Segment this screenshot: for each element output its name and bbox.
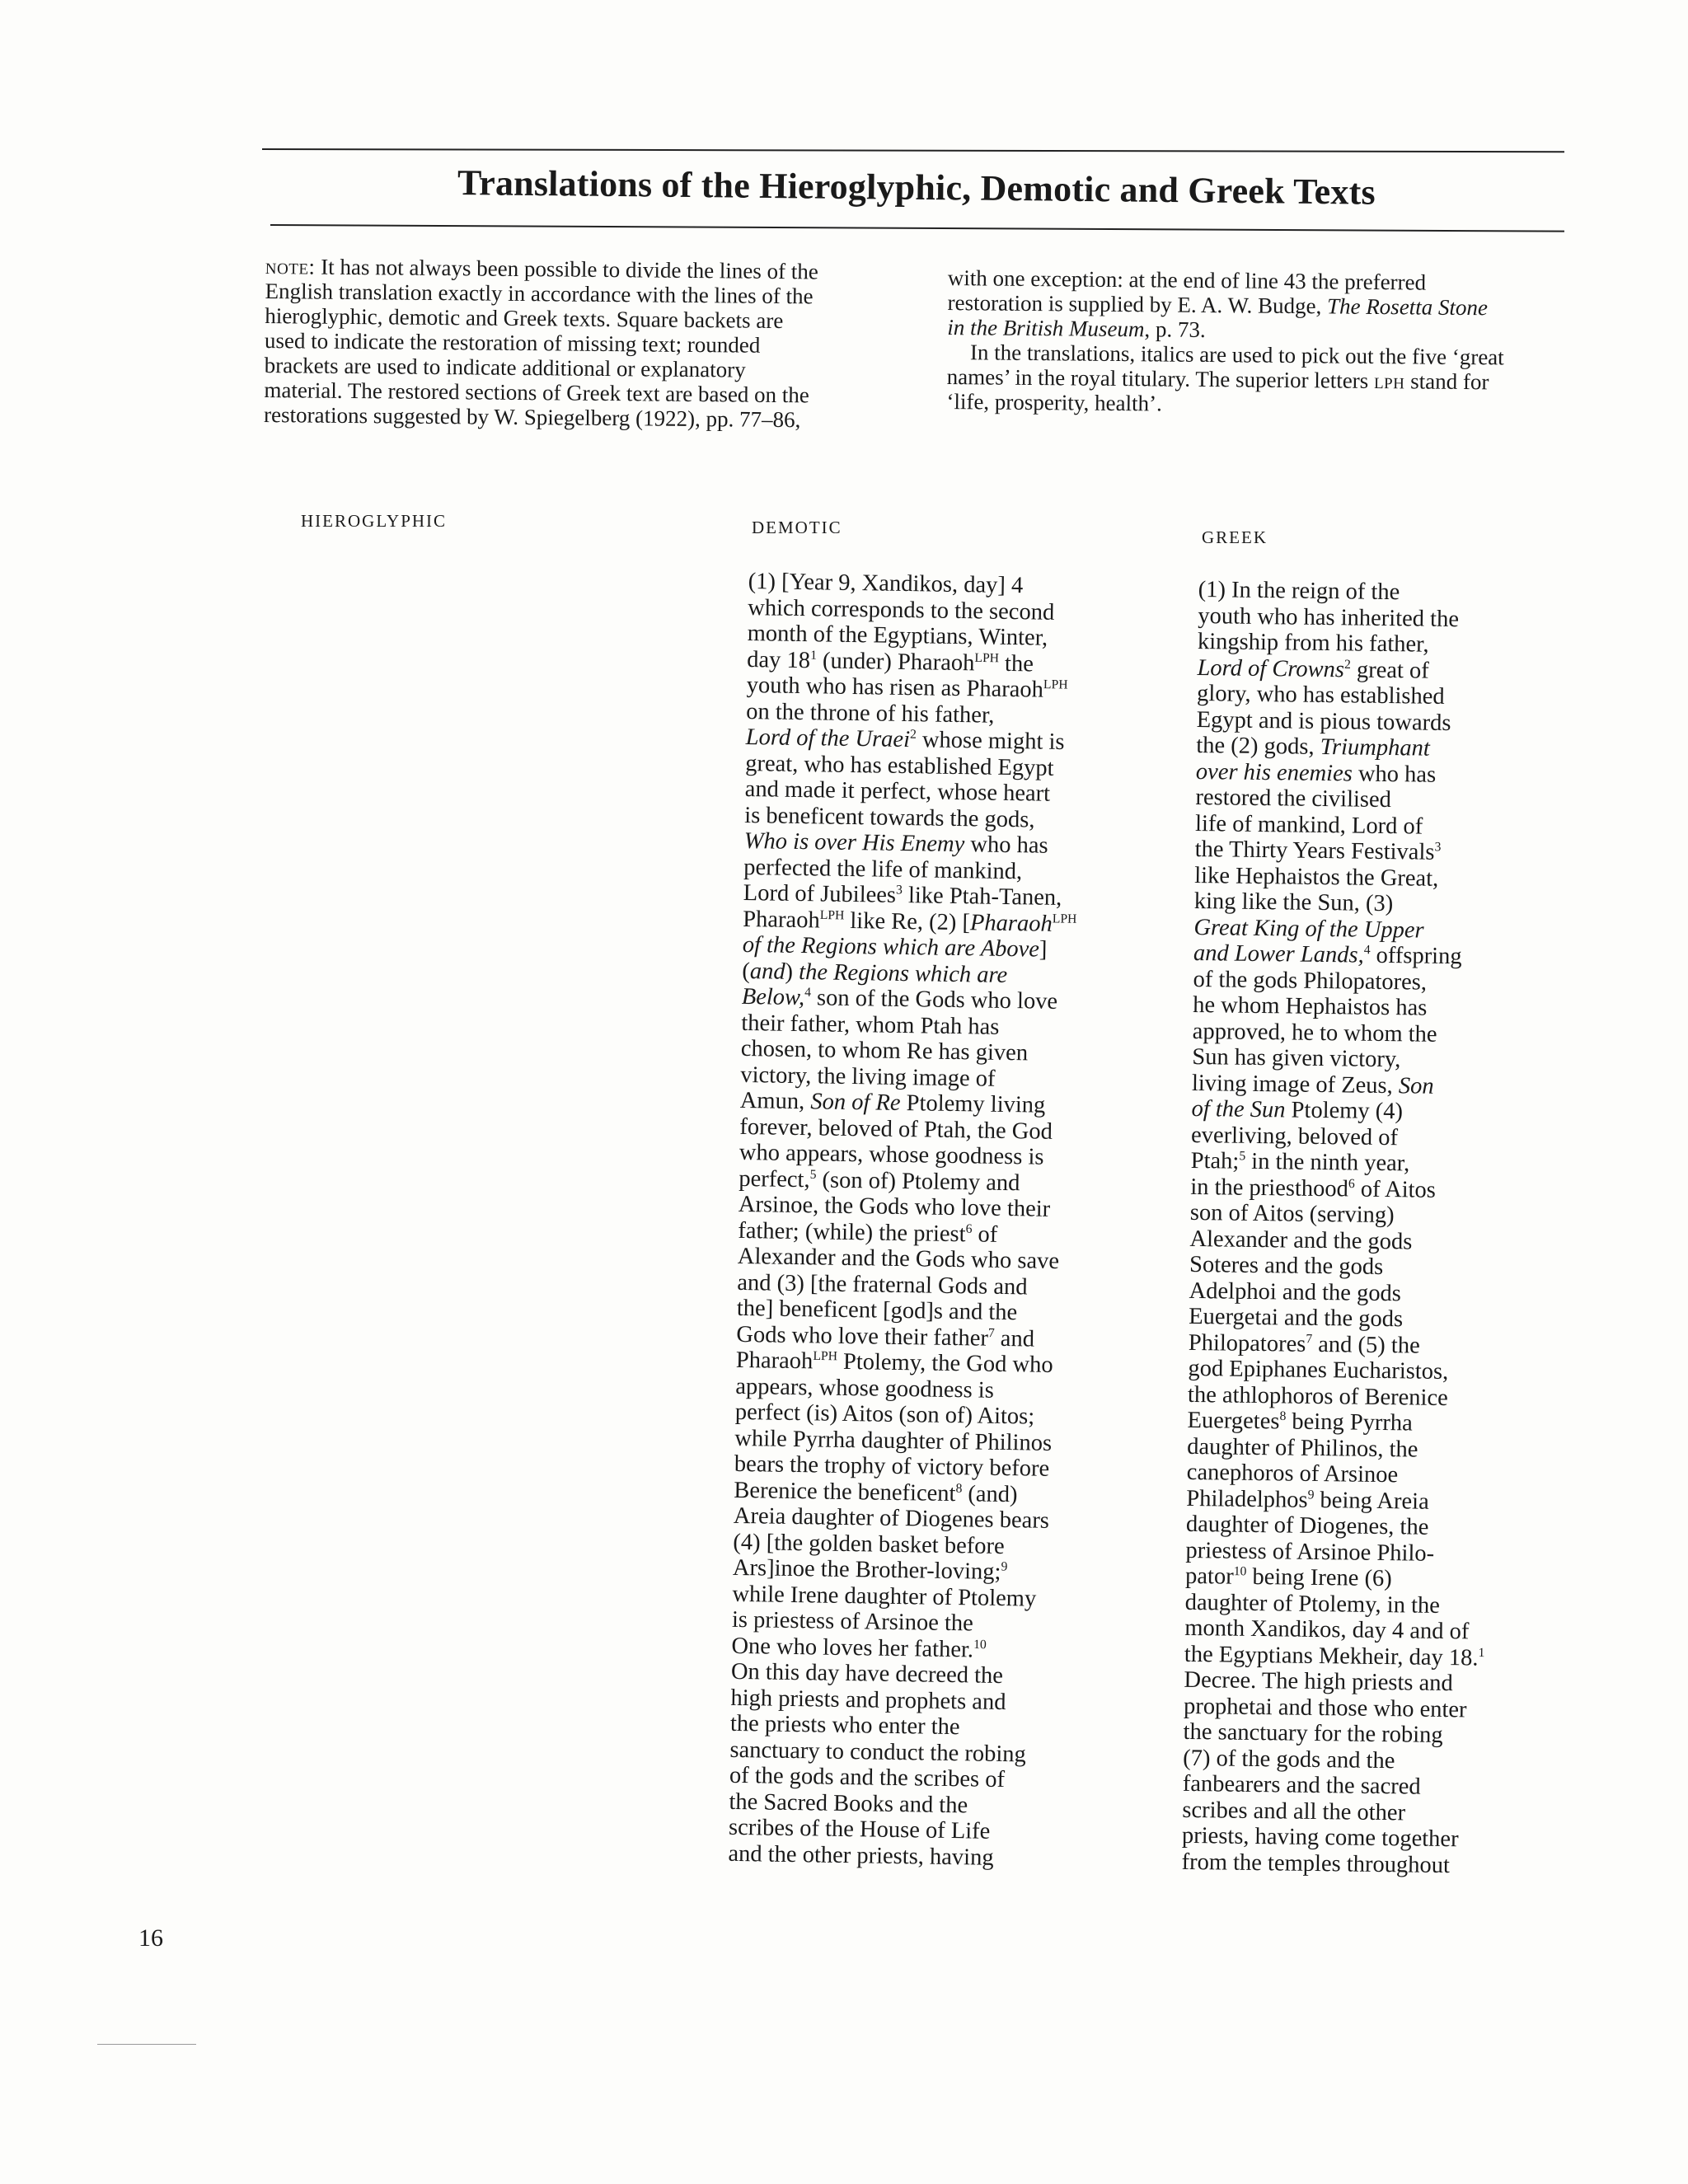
text-line: Lord of the Uraei$^2$ whose might is xyxy=(745,724,1065,756)
footnote-ref: 6 xyxy=(1348,1176,1355,1191)
text-line: On this day have decreed the xyxy=(730,1658,1004,1690)
text-line: priests, having come together xyxy=(1181,1822,1459,1853)
text-line: Soteres and the gods xyxy=(1189,1251,1384,1281)
text-line: priestess of Arsinoe Philo- xyxy=(1185,1537,1435,1567)
text-line: Decree. The high priests and xyxy=(1184,1666,1453,1697)
text-line: king like the Sun, (3) xyxy=(1193,888,1394,917)
text-line: Sun has given victory, xyxy=(1192,1043,1401,1073)
italic-text: The Rosetta Stone xyxy=(1326,293,1489,321)
footnote-ref: 7 xyxy=(1306,1331,1313,1346)
text-line: approved, he to whom the xyxy=(1192,1018,1437,1047)
text-line: of the Regions which are Above] xyxy=(742,931,1048,963)
lph-superscript: LPH xyxy=(819,907,845,922)
footnote-ref: 10 xyxy=(1233,1564,1247,1579)
text-line: while Irene daughter of Ptolemy xyxy=(732,1581,1037,1612)
italic-text: in the British Museum xyxy=(947,314,1145,342)
title-underline-rule xyxy=(270,224,1564,232)
text-line: in the priesthood$^6$ of Aitos xyxy=(1190,1174,1437,1203)
text-line: of the Sun Ptolemy (4) xyxy=(1191,1095,1404,1125)
text-line: from the temples throughout xyxy=(1181,1849,1451,1878)
text-line: Lord of Jubilees$^3$ like Ptah-Tanen, xyxy=(743,879,1062,912)
footnote-ref: 9 xyxy=(1307,1487,1315,1502)
text-line: (and) the Regions which are xyxy=(742,958,1008,988)
text-line: Philopatores$^7$ and (5) the xyxy=(1188,1329,1420,1359)
text-line: Alexander and the Gods who save xyxy=(737,1243,1060,1275)
text-line: daughter of Ptolemy, in the xyxy=(1184,1589,1441,1619)
footnote-ref: 8 xyxy=(955,1481,963,1496)
text-line: (1) [Year 9, Xandikos, day] 4 xyxy=(748,569,1024,599)
text-line: Pharaoh$^{LPH}$ Ptolemy, the God who xyxy=(735,1347,1053,1378)
column-heading-demotic: DEMOTIC xyxy=(752,518,842,537)
footnote-ref: 3 xyxy=(895,883,903,898)
text-line: Philadelphos$^9$ being Areia xyxy=(1186,1485,1429,1515)
page-title: Translations of the Hieroglyphic, Demotic and Greek Texts xyxy=(457,162,1376,213)
footnote-ref: 4 xyxy=(1363,943,1371,958)
text-line: fanbearers and the sacred xyxy=(1182,1770,1421,1800)
text-line: Arsinoe, the Gods who love their xyxy=(738,1191,1051,1222)
text-line: on the throne of his father, xyxy=(746,698,995,729)
text-line: pator$^{10}$ being Irene (6) xyxy=(1184,1563,1392,1592)
footnote-ref: 3 xyxy=(1434,840,1442,855)
text-line: Amun, Son of Re Ptolemy living xyxy=(739,1087,1046,1118)
note-line: used to indicate the restoration of missing text; rounded xyxy=(264,327,761,358)
lph-superscript: LPH xyxy=(1052,911,1077,926)
text-line: scribes and all the other xyxy=(1182,1797,1406,1825)
text-line: perfect,$^5$ (son of) Ptolemy and xyxy=(738,1165,1020,1196)
text-line: Berenice the beneficent$^8$ (and) xyxy=(734,1477,1018,1507)
note-line: ‘life, prosperity, health’. xyxy=(946,388,1162,416)
text-line: great, who has established Egypt xyxy=(745,750,1054,781)
text-line: Gods who love their father$^7$ and xyxy=(736,1321,1035,1352)
text-line: the priests who enter the xyxy=(729,1710,960,1741)
note-label: note: xyxy=(265,254,316,279)
note-line: English translation exactly in accordance with the lines of the xyxy=(265,278,814,309)
footnote-ref: 4 xyxy=(804,985,812,1000)
footnote-ref: 1 xyxy=(810,648,818,663)
note-left-column xyxy=(264,254,892,433)
text-line: which corresponds to the second xyxy=(748,594,1055,626)
lph-superscript: LPH xyxy=(974,650,1000,665)
note-line: restorations suggested by W. Spiegelberg (1922), pp. 77–86, xyxy=(263,401,801,433)
text-line: Great King of the Upper xyxy=(1193,914,1424,944)
text-line: the athlophoros of Berenice xyxy=(1187,1381,1448,1411)
text-line: One who loves her father.$^{10}$ xyxy=(731,1633,987,1662)
text-line: Euergetai and the gods xyxy=(1189,1303,1404,1333)
text-line: forever, beloved of Ptah, the God xyxy=(739,1113,1053,1145)
text-line: daughter of Philinos, the xyxy=(1186,1433,1418,1463)
text-line: prophetai and those who enter xyxy=(1183,1693,1467,1722)
footnote-ref: 1 xyxy=(1478,1645,1485,1660)
top-rule xyxy=(262,148,1564,152)
text-line: is beneficent towards the gods, xyxy=(744,802,1035,832)
text-line: youth who has risen as Pharaoh$^{LPH}$ xyxy=(746,672,1068,703)
footnote-ref: 5 xyxy=(1239,1149,1246,1164)
note-line: In the translations, italics are used to pick out the five ‘great xyxy=(969,340,1504,370)
text-line: the Thirty Years Festivals$^3$ xyxy=(1194,836,1442,865)
text-line: father; (while) the priest$^6$ of xyxy=(738,1217,998,1248)
note-line: restoration is supplied by E. A. W. Budge, The Rosetta Stone xyxy=(947,289,1489,321)
scan-mark xyxy=(97,2044,196,2045)
lph-superscript: LPH xyxy=(1043,677,1068,692)
text-line: (4) [the golden basket before xyxy=(733,1529,1005,1559)
text-line: Pharaoh$^{LPH}$ like Re, (2) [Pharaoh$^{LPH}$ xyxy=(743,906,1077,937)
text-line: canephoros of Arsinoe xyxy=(1186,1459,1399,1488)
text-line: perfect (is) Aitos (son of) Aitos; xyxy=(734,1399,1035,1430)
footnote-ref: 6 xyxy=(965,1221,973,1236)
text-line: life of mankind, Lord of xyxy=(1194,810,1423,840)
text-line: month of the Egyptians, Winter, xyxy=(747,620,1048,651)
text-line: victory, the living image of xyxy=(740,1062,996,1092)
text-line: (7) of the gods and the xyxy=(1183,1745,1395,1774)
text-line: like Hephaistos the Great, xyxy=(1194,862,1439,892)
text-line: Euergetes$^8$ being Pyrrha xyxy=(1187,1407,1414,1436)
footnote-ref: 5 xyxy=(809,1167,817,1182)
note-line: in the British Museum, p. 73. xyxy=(947,314,1206,343)
footnote-ref: 8 xyxy=(1279,1408,1287,1423)
text-line: daughter of Diogenes, the xyxy=(1185,1511,1429,1540)
note-line: It has not always been possible to divide the lines of the xyxy=(321,254,819,284)
text-line: and the other priests, having xyxy=(728,1840,994,1871)
footnote-ref: 2 xyxy=(909,727,917,742)
footnote-ref: 2 xyxy=(1343,657,1352,672)
text-line: and made it perfect, whose heart xyxy=(744,776,1051,807)
text-line: is priestess of Arsinoe the xyxy=(731,1606,974,1637)
text-line: the Egyptians Mekheir, day 18.$^1$ xyxy=(1184,1641,1485,1671)
text-line: Egypt and is pious towards xyxy=(1196,706,1451,736)
footnote-ref: 9 xyxy=(1001,1559,1008,1574)
text-line: sanctuary to conduct the robing xyxy=(729,1736,1027,1767)
text-line: bears the trophy of victory before xyxy=(734,1451,1050,1482)
text-line: restored the civilised xyxy=(1195,784,1392,813)
text-line: scribes of the House of Life xyxy=(728,1814,991,1844)
demotic-translation-column xyxy=(728,569,1082,1872)
text-line: Ars]inoe the Brother-loving;$^9$ xyxy=(732,1554,1008,1585)
text-line: living image of Zeus, Son xyxy=(1191,1070,1434,1099)
text-line: day $18^1$ (under) Pharaoh$^{LPH}$ the xyxy=(747,646,1034,677)
column-heading-greek: GREEK xyxy=(1202,527,1268,547)
text-line: kingship from his father, xyxy=(1197,628,1429,658)
text-line: (1) In the reign of the xyxy=(1198,577,1400,606)
text-line: he whom Hephaistos has xyxy=(1192,991,1428,1021)
note-line: with one exception: at the end of line 43 the preferred xyxy=(947,265,1427,295)
text-line: chosen, to whom Re has given xyxy=(740,1035,1029,1066)
footnote-ref: 10 xyxy=(973,1637,987,1652)
text-line: while Pyrrha daughter of Philinos xyxy=(734,1425,1053,1456)
text-line: the Sacred Books and the xyxy=(729,1788,968,1818)
text-line: Who is over His Enemy who has xyxy=(743,827,1048,859)
note-line: brackets are used to indicate additional or explanatory xyxy=(264,352,746,382)
text-line: perfected the life of mankind, xyxy=(743,854,1023,884)
text-line: and (3) [the fraternal Gods and xyxy=(737,1269,1028,1300)
text-line: god Epiphanes Eucharistos, xyxy=(1188,1355,1449,1385)
text-line: of the gods Philopatores, xyxy=(1193,966,1428,996)
lph-superscript: LPH xyxy=(813,1348,838,1364)
text-line: high priests and prophets and xyxy=(730,1685,1006,1715)
greek-translation-column xyxy=(1181,577,1498,1879)
note-line: names’ in the royal titulary. The superior letters lph stand for xyxy=(946,363,1489,395)
text-line: and Lower Lands,$^4$ offspring xyxy=(1193,940,1462,970)
text-line: Below,$^4$ son of the Gods who love xyxy=(741,983,1058,1015)
footnote-ref: 7 xyxy=(987,1325,995,1340)
text-line: over his enemies who has xyxy=(1195,758,1437,788)
text-line: Adelphoi and the gods xyxy=(1189,1277,1402,1306)
text-line: youth who has inherited the xyxy=(1198,602,1460,632)
text-line: glory, who has established xyxy=(1196,680,1445,710)
page-number: 16 xyxy=(138,1924,163,1952)
text-line: the (2) gods, Triumphant xyxy=(1196,732,1430,762)
text-line: of the gods and the scribes of xyxy=(729,1762,1006,1793)
text-line: their father, whom Ptah has xyxy=(741,1010,1000,1040)
text-line: Areia daughter of Diogenes bears xyxy=(733,1502,1050,1534)
text-line: everliving, beloved of xyxy=(1190,1122,1399,1151)
text-line: the sanctuary for the robing xyxy=(1183,1718,1443,1749)
text-line: Ptah;$^5$ in the ninth year, xyxy=(1190,1147,1410,1177)
note-line: material. The restored sections of Greek text are based on the xyxy=(264,377,810,408)
text-line: who appears, whose goodness is xyxy=(738,1139,1044,1170)
text-line: son of Aitos (serving) xyxy=(1189,1199,1395,1229)
lph-abbreviation: lph xyxy=(1373,368,1405,394)
note-right-column xyxy=(946,265,1574,419)
text-line: month Xandikos, day 4 and of xyxy=(1184,1615,1470,1645)
text-line: Lord of Crowns$^2$ great of xyxy=(1197,654,1429,684)
column-heading-hieroglyphic: HIEROGLYPHIC xyxy=(301,511,448,531)
text-line: appears, whose goodness is xyxy=(735,1373,995,1404)
note-line: hieroglyphic, demotic and Greek texts. Square backets are xyxy=(265,302,784,334)
text-line: the] beneficent [god]s and the xyxy=(736,1295,1018,1326)
text-line: Alexander and the gods xyxy=(1189,1226,1413,1254)
